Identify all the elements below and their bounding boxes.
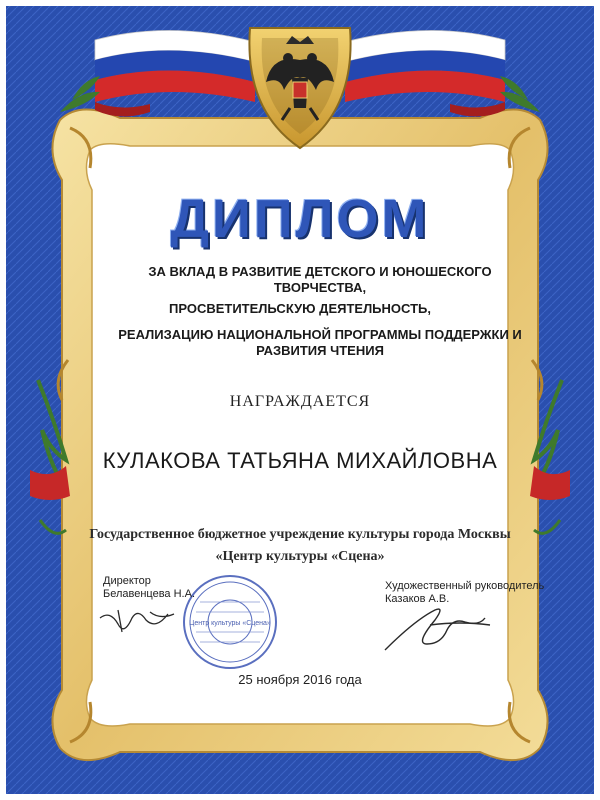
art-director-title: Художественный руководитель: [385, 580, 545, 592]
awarded-label: НАГРАЖДАЕТСЯ: [229, 393, 371, 410]
diploma-title: ДИПЛОМ: [170, 189, 430, 249]
organization-line-2: «Центр культуры «Сцена»: [215, 549, 385, 564]
organization-line-1: Государственное бюджетное учреждение культуры города Москвы: [89, 527, 511, 542]
director-title: Директор: [103, 575, 151, 587]
art-director-name: Казаков А.В.: [385, 593, 450, 605]
reason-line-1: ЗА ВКЛАД В РАЗВИТИЕ ДЕТСКОГО И ЮНОШЕСКОГО ТВОРЧЕСТВА,: [148, 264, 492, 295]
stamp-center-text: Центр культуры «Сцена»: [189, 620, 271, 627]
reason-line-3: РЕАЛИЗАЦИЮ НАЦИОНАЛЬНОЙ ПРОГРАММЫ ПОДДЕРЖКИ И РАЗВИТИЯ ЧТЕНИЯ: [118, 327, 522, 358]
director-name: Белавенцева Н.А.: [103, 588, 196, 600]
recipient-name: КУЛАКОВА ТАТЬЯНА МИХАЙЛОВНА: [102, 448, 498, 473]
organization-stamp: [180, 572, 280, 672]
award-date: 25 ноября 2016 года: [238, 672, 362, 687]
reason-line-2: ПРОСВЕТИТЕЛЬСКУЮ ДЕЯТЕЛЬНОСТЬ,: [168, 301, 431, 316]
